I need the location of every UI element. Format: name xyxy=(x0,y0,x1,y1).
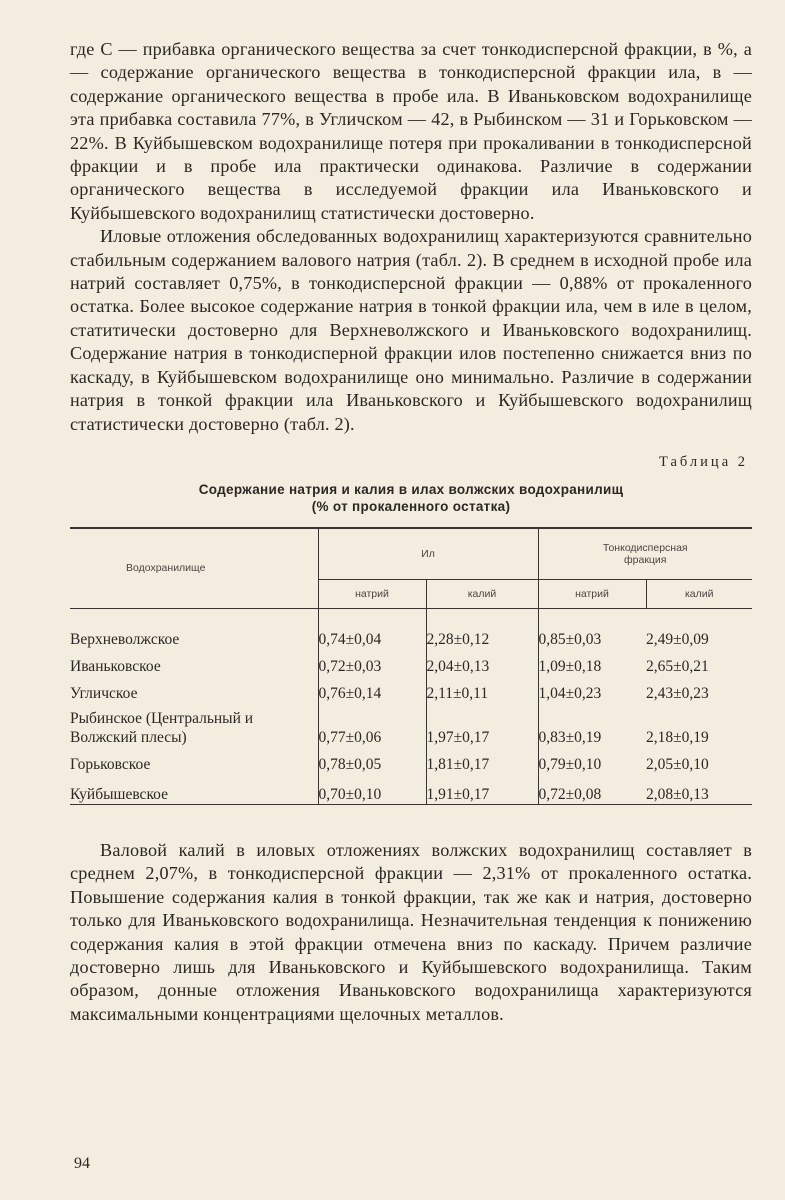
page-number: 94 xyxy=(74,1155,90,1172)
cell-fraction-potassium: 2,49±0,09 xyxy=(646,630,709,648)
row-name-line-2: Волжский плесы) xyxy=(70,728,187,746)
cell-il-sodium: 0,72±0,03 xyxy=(318,649,426,676)
cell-il-sodium: 0,74±0,04 xyxy=(318,608,426,649)
row-name-line-1: Рыбинское (Центральный и xyxy=(70,709,254,727)
header-fine-fraction-line-1: Тонкодисперсная xyxy=(602,541,688,554)
header-fraction-potassium: калий xyxy=(646,579,752,608)
cell-fraction-potassium: 2,43±0,23 xyxy=(646,684,709,702)
cell-fraction-sodium: 1,04±0,23 xyxy=(538,676,646,703)
row-name: Горьковское xyxy=(70,755,151,773)
cell-fraction-potassium: 2,65±0,21 xyxy=(646,657,709,675)
data-table xyxy=(70,527,752,805)
header-reservoir: Водохранилище xyxy=(70,528,318,609)
cell-il-sodium: 0,77±0,06 xyxy=(318,703,426,747)
table-title-line-1: Содержание натрия и калия в илах волжских водохранилищ xyxy=(198,481,624,497)
row-name: Куйбышевское xyxy=(70,785,169,803)
table-title-line-2: (% от прокаленного остатка) xyxy=(311,498,511,514)
header-fine-fraction-line-2: фракция xyxy=(624,553,667,566)
paragraph-1: где С — прибавка органического вещества за счет тонкодисперсной фракции, в %, а — содержание органического вещества в тонкодисперсной фракции ила, в — содержание органического вещества в пробе ила. В Иваньковском водохранилище эта прибавка составила 77%, в Угличском — 42, в Рыбинском — 31 и Горьковском — 22%. В Куйбышевском водохранилище потеря при прокаливании в тонкодисперсной фракции и в пробе ила практически одинакова. Различие в содержании органического вещества в исследуемой фракции ила Иваньковского и Куйбышевского водохранилищ статистически достоверно. xyxy=(70,39,752,223)
table-label: Таблица 2 xyxy=(658,453,748,470)
table-row xyxy=(70,703,752,747)
header-il-potassium: калий xyxy=(426,579,538,608)
cell-fraction-potassium: 2,18±0,19 xyxy=(646,728,709,746)
table-row xyxy=(70,747,752,774)
row-name: Иваньковское xyxy=(70,657,161,675)
row-name: Верхневолжское xyxy=(70,630,180,648)
cell-il-sodium: 0,76±0,14 xyxy=(318,676,426,703)
table-row xyxy=(70,608,752,649)
header-fine-fraction xyxy=(538,528,752,580)
header-il: Ил xyxy=(318,528,538,580)
cell-il-sodium: 0,70±0,10 xyxy=(318,774,426,805)
row-name: Угличское xyxy=(70,684,138,702)
cell-il-sodium: 0,78±0,05 xyxy=(318,747,426,774)
cell-fraction-sodium: 0,83±0,19 xyxy=(538,703,646,747)
table-row xyxy=(70,649,752,676)
cell-il-potassium: 1,97±0,17 xyxy=(426,703,538,747)
cell-il-potassium: 1,81±0,17 xyxy=(426,747,538,774)
table-row xyxy=(70,774,752,805)
cell-fraction-sodium: 0,72±0,08 xyxy=(538,774,646,805)
row-name xyxy=(70,703,318,747)
cell-fraction-sodium: 0,85±0,03 xyxy=(538,608,646,649)
header-fraction-sodium: натрий xyxy=(538,579,646,608)
page-content xyxy=(70,38,752,1026)
header-il-sodium: натрий xyxy=(318,579,426,608)
table-row xyxy=(70,676,752,703)
cell-il-potassium: 2,04±0,13 xyxy=(426,649,538,676)
cell-fraction-sodium: 1,09±0,18 xyxy=(538,649,646,676)
paragraph-2: Иловые отложения обследованных водохранилищ характеризуются сравнительно стабильным содержанием валового натрия (табл. 2). В среднем в исходной пробе ила натрий составляет 0,75%, в тонкодисперсной фракции — 0,88% от прокаленного остатка. Более высокое содержание натрия в тонкой фракции ила, чем в иле в целом, статитически достоверно для Верхневолжского и Иваньковского водохранилищ. Содержание натрия в тонкодисперной фракции илов постепенно снижается вниз по каскаду, в Куйбышевском водохранилище оно минимально. Различие в содержании натрия в тонкой фракции ила Иваньковского и Куйбышевского водохранилищ статистически достоверно (табл. 2). xyxy=(70,226,752,434)
cell-il-potassium: 2,11±0,11 xyxy=(426,676,538,703)
cell-fraction-potassium: 2,05±0,10 xyxy=(646,755,709,773)
paragraph-3: Валовой калий в иловых отложениях волжских водохранилищ составляет в среднем 2,07%, в тонкодисперсной фракции — 2,31% от прокаленного остатка. Повышение содержания калия в тонкой фракции, так же как и натрия, достоверно только для Иваньковского водохранилища. Незначительная тенденция к понижению содержания калия в этой фракции отмечена вниз по каскаду. Причем различие достоверно лишь для Иваньковского и Куйбышевского водохранилища. Таким образом, донные отложения Иваньковского водохранилища характеризуются максимальными концентрациями щелочных металлов. xyxy=(70,839,752,1024)
cell-il-potassium: 2,28±0,12 xyxy=(426,608,538,649)
cell-fraction-potassium: 2,08±0,13 xyxy=(646,785,709,803)
cell-fraction-sodium: 0,79±0,10 xyxy=(538,747,646,774)
table-title xyxy=(70,481,752,515)
cell-il-potassium: 1,91±0,17 xyxy=(426,774,538,805)
